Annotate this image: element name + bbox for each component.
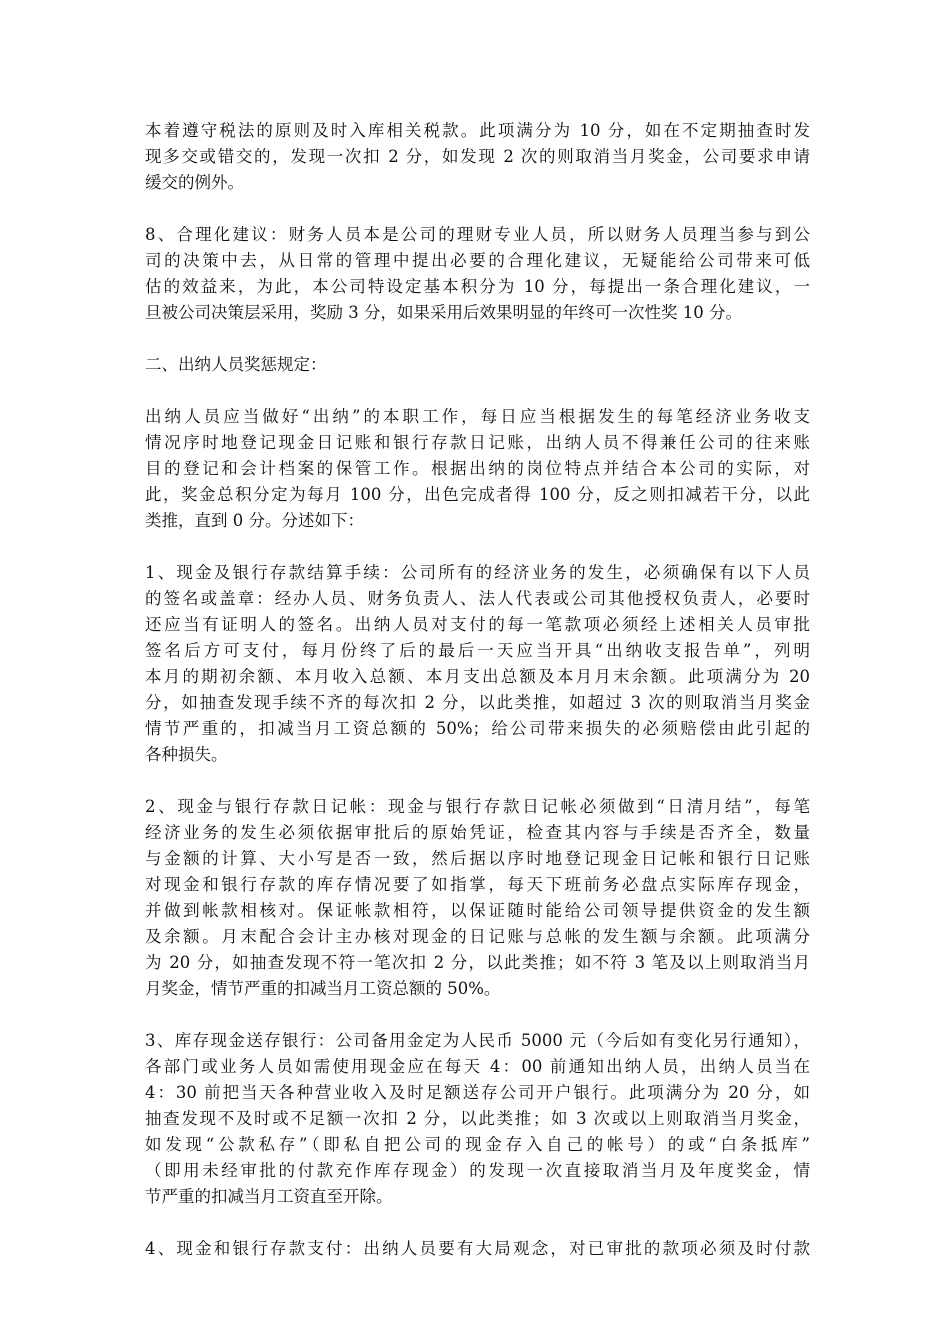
text-line: 的签名或盖章：经办人员、财务负责人、法人代表或公司其他授权负责人，必要时 — [145, 589, 810, 608]
text-line: 4：30 前把当天各种营业收入及时足额送存公司开户银行。此项满分为 20 分，如 — [145, 1083, 810, 1102]
text-line: 3、库存现金送存银行：公司备用金定为人民币 5000 元（今后如有变化另行通知）， — [145, 1031, 810, 1050]
document-page — [145, 118, 810, 1288]
text-line: 估的效益来，为此，本公司特设定基本积分为 10 分，每提出一条合理化建议，一 — [145, 277, 810, 296]
text-line: 各种损失。 — [145, 745, 228, 764]
text-line: 情节严重的，扣减当月工资总额的 50%；给公司带来损失的必须赔偿由此引起的 — [145, 719, 810, 738]
text-line: 8、合理化建议：财务人员本是公司的理财专业人员，所以财务人员理当参与到公 — [145, 225, 810, 244]
text-line: 缓交的例外。 — [145, 173, 244, 192]
text-line: 还应当有证明人的签名。出纳人员对支付的每一笔款项必须经上述相关人员审批 — [145, 615, 810, 634]
paragraph-journal-accounts — [145, 794, 810, 1002]
text-line: 抽查发现不及时或不足额一次扣 2 分，以此类推；如 3 次或以上则取消当月奖金， — [145, 1109, 810, 1128]
text-line: 并做到帐款相核对。保证帐款相符，以保证随时能给公司领导提供资金的发生额 — [145, 901, 810, 920]
text-line: 经济业务的发生必须依据审批后的原始凭证，检查其内容与手续是否齐全，数量 — [145, 823, 810, 842]
text-line: 如发现“公款私存”（即私自把公司的现金存入自己的帐号）的或“白条抵库” — [145, 1135, 810, 1154]
section-heading-cashier — [145, 352, 810, 378]
text-line: 各部门或业务人员如需使用现金应在每天 4：00 前通知出纳人员，出纳人员当在 — [145, 1057, 810, 1076]
text-line: 旦被公司决策层采用，奖励 3 分，如果采用后效果明显的年终可一次性奖 10 分。 — [145, 303, 742, 322]
text-line: 2、现金与银行存款日记帐：现金与银行存款日记帐必须做到“日清月结”，每笔 — [145, 797, 810, 816]
text-line: 4、现金和银行存款支付：出纳人员要有大局观念，对已审批的款项必须及时付款 — [145, 1239, 810, 1258]
text-line: 司的决策中去，从日常的管理中提出必要的合理化建议，无疑能给公司带来可低 — [145, 251, 810, 270]
text-line: 二、出纳人员奖惩规定： — [145, 355, 327, 374]
text-line: （即用未经审批的付款充作库存现金）的发现一次直接取消当月及年度奖金，情 — [145, 1161, 810, 1180]
text-line: 本月的期初余额、本月收入总额、本月支出总额及本月月末余额。此项满分为 20 — [145, 667, 810, 686]
paragraph-payments — [145, 1236, 810, 1262]
paragraph-settlement-procedures — [145, 560, 810, 768]
text-line: 本着遵守税法的原则及时入库相关税款。此项满分为 10 分，如在不定期抽查时发 — [145, 121, 810, 140]
paragraph-cash-deposit — [145, 1028, 810, 1210]
text-line: 对现金和银行存款的库存情况要了如指掌，每天下班前务必盘点实际库存现金， — [145, 875, 810, 894]
text-line: 情况序时地登记现金日记账和银行存款日记账，出纳人员不得兼任公司的往来账 — [145, 433, 810, 452]
text-line: 为 20 分，如抽查发现不符一笔次扣 2 分，以此类推；如不符 3 笔及以上则取消当月 — [145, 953, 810, 972]
paragraph-cashier-intro — [145, 404, 810, 534]
text-line: 与金额的计算、大小写是否一致，然后据以序时地登记现金日记帐和银行日记账 — [145, 849, 810, 868]
text-line: 及余额。月末配合会计主办核对现金的日记账与总帐的发生额与余额。此项满分 — [145, 927, 810, 946]
text-line: 出纳人员应当做好“出纳”的本职工作，每日应当根据发生的每笔经济业务收支 — [145, 407, 810, 426]
text-line: 目的登记和会计档案的保管工作。根据出纳的岗位特点并结合本公司的实际，对 — [145, 459, 810, 478]
text-line: 1、现金及银行存款结算手续：公司所有的经济业务的发生，必须确保有以下人员 — [145, 563, 810, 582]
text-line: 此，奖金总积分定为每月 100 分，出色完成者得 100 分，反之则扣减若干分，以此 — [145, 485, 810, 504]
text-line: 节严重的扣减当月工资直至开除。 — [145, 1187, 393, 1206]
text-line: 签名后方可支付，每月份终了后的最后一天应当开具“出纳收支报告单”，列明 — [145, 641, 810, 660]
text-line: 分，如抽查发现手续不齐的每次扣 2 分，以此类推，如超过 3 次的则取消当月奖金 — [145, 693, 810, 712]
text-line: 月奖金，情节严重的扣减当月工资总额的 50%。 — [145, 979, 501, 998]
paragraph-tax-compliance — [145, 118, 810, 196]
text-line: 类推，直到 0 分。分述如下： — [145, 511, 364, 530]
text-line: 现多交或错交的，发现一次扣 2 分，如发现 2 次的则取消当月奖金，公司要求申请 — [145, 147, 810, 166]
paragraph-rational-suggestion — [145, 222, 810, 326]
